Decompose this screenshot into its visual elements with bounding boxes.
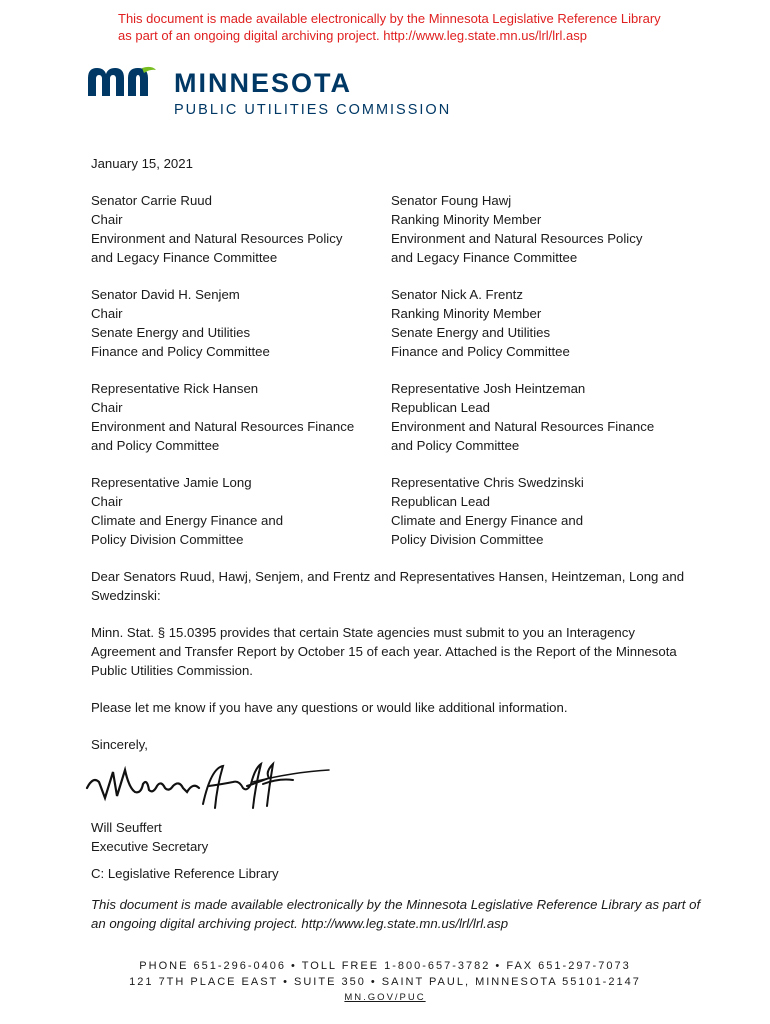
signer-title: Executive Secretary (91, 839, 209, 854)
letter-date: January 15, 2021 (91, 156, 193, 171)
body-paragraph-2: Please let me know if you have any questions or would like additional information. (91, 700, 568, 715)
addressee-line: Chair (91, 400, 123, 415)
salutation: Dear Senators Ruud, Hawj, Senjem, and Frentz and Representatives Hansen, Heintzeman, Long and Swedzinski: (91, 569, 685, 603)
addressee-heintzeman (391, 379, 691, 455)
addressee-line: and Legacy Finance Committee (91, 250, 278, 265)
addressee-line: Ranking Minority Member (391, 212, 542, 227)
addressee-long (91, 473, 391, 549)
addressee-line: Representative Chris Swedzinski (391, 475, 584, 490)
addressee-line: Representative Rick Hansen (91, 381, 259, 396)
addressee-line: Environment and Natural Resources Policy (91, 231, 343, 246)
addressee-line: Republican Lead (391, 400, 490, 415)
addressee-frentz (391, 285, 691, 361)
footer-address: 121 7TH PLACE EAST • SUITE 350 • SAINT PAUL, MINNESOTA 55101-2147 (129, 976, 641, 988)
addressee-line: Senator David H. Senjem (91, 287, 240, 302)
addressee-line: Environment and Natural Resources Policy (391, 231, 643, 246)
letter-body (91, 154, 701, 933)
archive-note: This document is made available electronically by the Minnesota Legislative Reference Library as part of an ongoing digital archiving project. http://www.leg.state.mn.us/lrl/lrl.asp (91, 897, 701, 931)
archive-banner-line-2: as part of an ongoing digital archiving project. http://www.leg.state.mn.us/lrl/lrl.asp (118, 28, 587, 43)
addressee-line: Republican Lead (391, 494, 490, 509)
addressee-ruud (91, 191, 391, 267)
footer-website-link[interactable]: MN.GOV/PUC (344, 992, 426, 1003)
addressee-line: Environment and Natural Resources Finance (91, 419, 355, 434)
letterhead-footer (0, 958, 770, 1006)
addressee-line: and Legacy Finance Committee (391, 250, 578, 265)
addressee-line: Senate Energy and Utilities (91, 325, 251, 340)
handwritten-signature (83, 758, 333, 814)
addressee-line: Senator Carrie Ruud (91, 193, 212, 208)
addressee-senjem (91, 285, 391, 361)
addressee-line: Environment and Natural Resources Finance (391, 419, 655, 434)
addressee-line: Senator Foung Hawj (391, 193, 512, 208)
cc-line: C: Legislative Reference Library (91, 866, 279, 881)
addressee-line: Policy Division Committee (91, 532, 244, 547)
logo-wordmark: MINNESOTA (174, 68, 352, 98)
addressee-line: Finance and Policy Committee (91, 344, 270, 359)
footer-contact: PHONE 651-296-0406 • TOLL FREE 1-800-657-3782 • FAX 651-297-7073 (139, 960, 631, 972)
addressee-line: Climate and Energy Finance and (391, 513, 584, 528)
addressee-hansen (91, 379, 391, 455)
addressee-line: Chair (91, 212, 123, 227)
addressee-line: Representative Josh Heintzeman (391, 381, 586, 396)
addressee-line: Chair (91, 306, 123, 321)
addressee-line: and Policy Committee (391, 438, 520, 453)
addressee-line: Representative Jamie Long (91, 475, 252, 490)
addressee-line: Ranking Minority Member (391, 306, 542, 321)
addressee-line: Climate and Energy Finance and (91, 513, 284, 528)
signer-name: Will Seuffert (91, 820, 162, 835)
addressee-line: Finance and Policy Committee (391, 344, 570, 359)
addressee-line: Senate Energy and Utilities (391, 325, 551, 340)
addressee-line: Policy Division Committee (391, 532, 544, 547)
addressee-swedzinski (391, 473, 691, 549)
addressee-grid (91, 191, 701, 549)
archive-banner (118, 10, 718, 44)
mn-logo-icon (86, 64, 158, 98)
body-paragraph-1: Minn. Stat. § 15.0395 provides that certain State agencies must submit to you an Interagency Agreement and Transfer Report by October 15 of each year. Attached is the Report of the Minnesota Public Utilities Commission. (91, 625, 677, 678)
addressee-hawj (391, 191, 691, 267)
logo-subtitle: PUBLIC UTILITIES COMMISSION (174, 102, 452, 118)
archive-banner-line-1: This document is made available electronically by the Minnesota Legislative Reference Library (118, 11, 661, 26)
closing: Sincerely, (91, 737, 148, 752)
addressee-line: and Policy Committee (91, 438, 220, 453)
addressee-line: Senator Nick A. Frentz (391, 287, 523, 302)
addressee-line: Chair (91, 494, 123, 509)
